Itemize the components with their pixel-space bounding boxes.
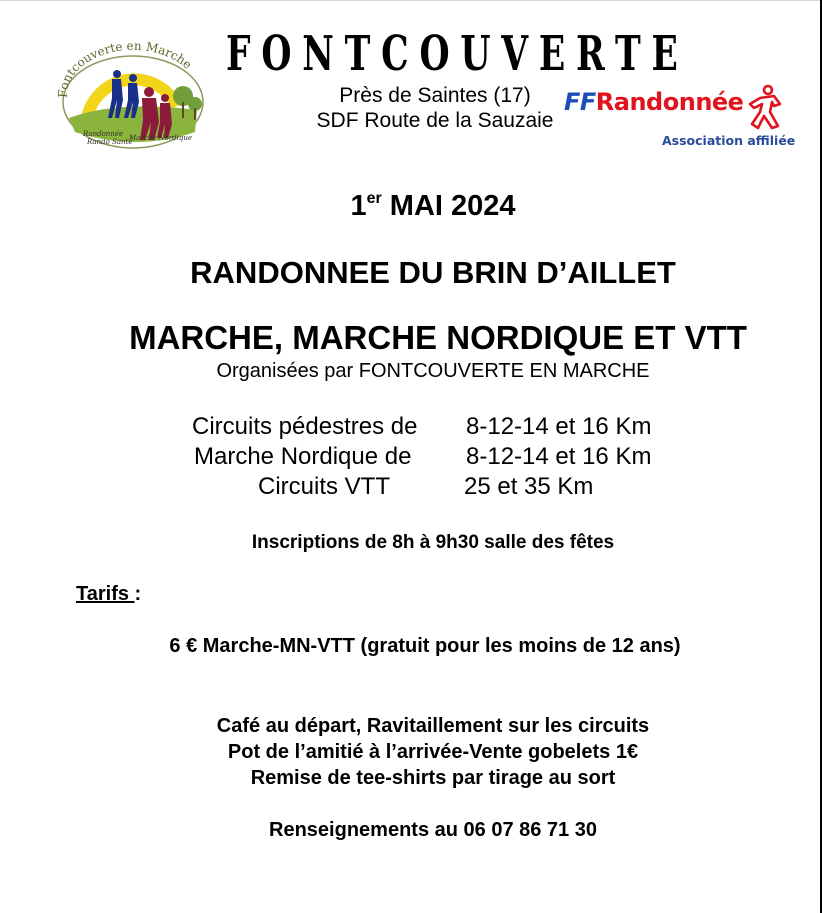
price-info: 6 € Marche-MN-VTT (gratuit pour les moins de 12 ans) <box>169 635 681 657</box>
svg-text:Randonnée: Randonnée <box>83 130 124 138</box>
svg-text:Fontcouverte en Marche: Fontcouverte en Marche <box>57 40 195 99</box>
svg-text:Rando Santé: Rando Santé <box>87 138 133 146</box>
event-name: RANDONNEE DU BRIN D’AILLET <box>190 255 676 290</box>
top-border <box>0 0 820 1</box>
hiker-icon <box>746 84 784 130</box>
town-title: FONTCOUVERTE <box>226 26 689 82</box>
tarifs-heading: Tarifs : <box>76 583 142 605</box>
service-item: Remise de tee-shirts par tirage au sort <box>250 767 616 789</box>
circuit-label: Marche Nordique de <box>194 443 412 470</box>
event-date: 1er MAI 2024 <box>350 190 516 222</box>
service-item: Pot de l’amitié à l’arrivée-Vente gobelets 1€ <box>227 741 639 763</box>
event-activities: MARCHE, MARCHE NORDIQUE ET VTT <box>129 319 747 356</box>
circuit-label: Circuits VTT <box>258 473 390 500</box>
circuit-distances: 8-12-14 et 16 Km <box>466 443 652 470</box>
circuit-distances: 25 et 35 Km <box>464 473 594 500</box>
address-line-2: SDF Route de la Sauzaie <box>316 109 554 132</box>
contact-info: Renseignements au 06 07 86 71 30 <box>269 819 597 841</box>
club-logo <box>57 40 209 152</box>
circuit-distances: 8-12-14 et 16 Km <box>466 413 652 440</box>
circuit-label: Circuits pédestres de <box>192 413 418 440</box>
svg-text:Marche Nordique: Marche Nordique <box>129 134 193 142</box>
ffrandonnee-wordmark: FFRandonnée <box>564 88 744 116</box>
services-list <box>0 713 822 791</box>
address-line-1: Près de Saintes (17) <box>339 84 531 107</box>
event-organiser: Organisées par FONTCOUVERTE EN MARCHE <box>216 360 650 382</box>
ffrandonnee-subtitle: Association affiliée <box>662 133 796 148</box>
registration-info: Inscriptions de 8h à 9h30 salle des fêtes <box>251 532 615 553</box>
ffrandonnee-logo <box>564 84 796 154</box>
fontcouverte-en-marche-logo-icon <box>57 40 209 152</box>
service-item: Café au départ, Ravitaillement sur les circuits <box>216 715 650 737</box>
